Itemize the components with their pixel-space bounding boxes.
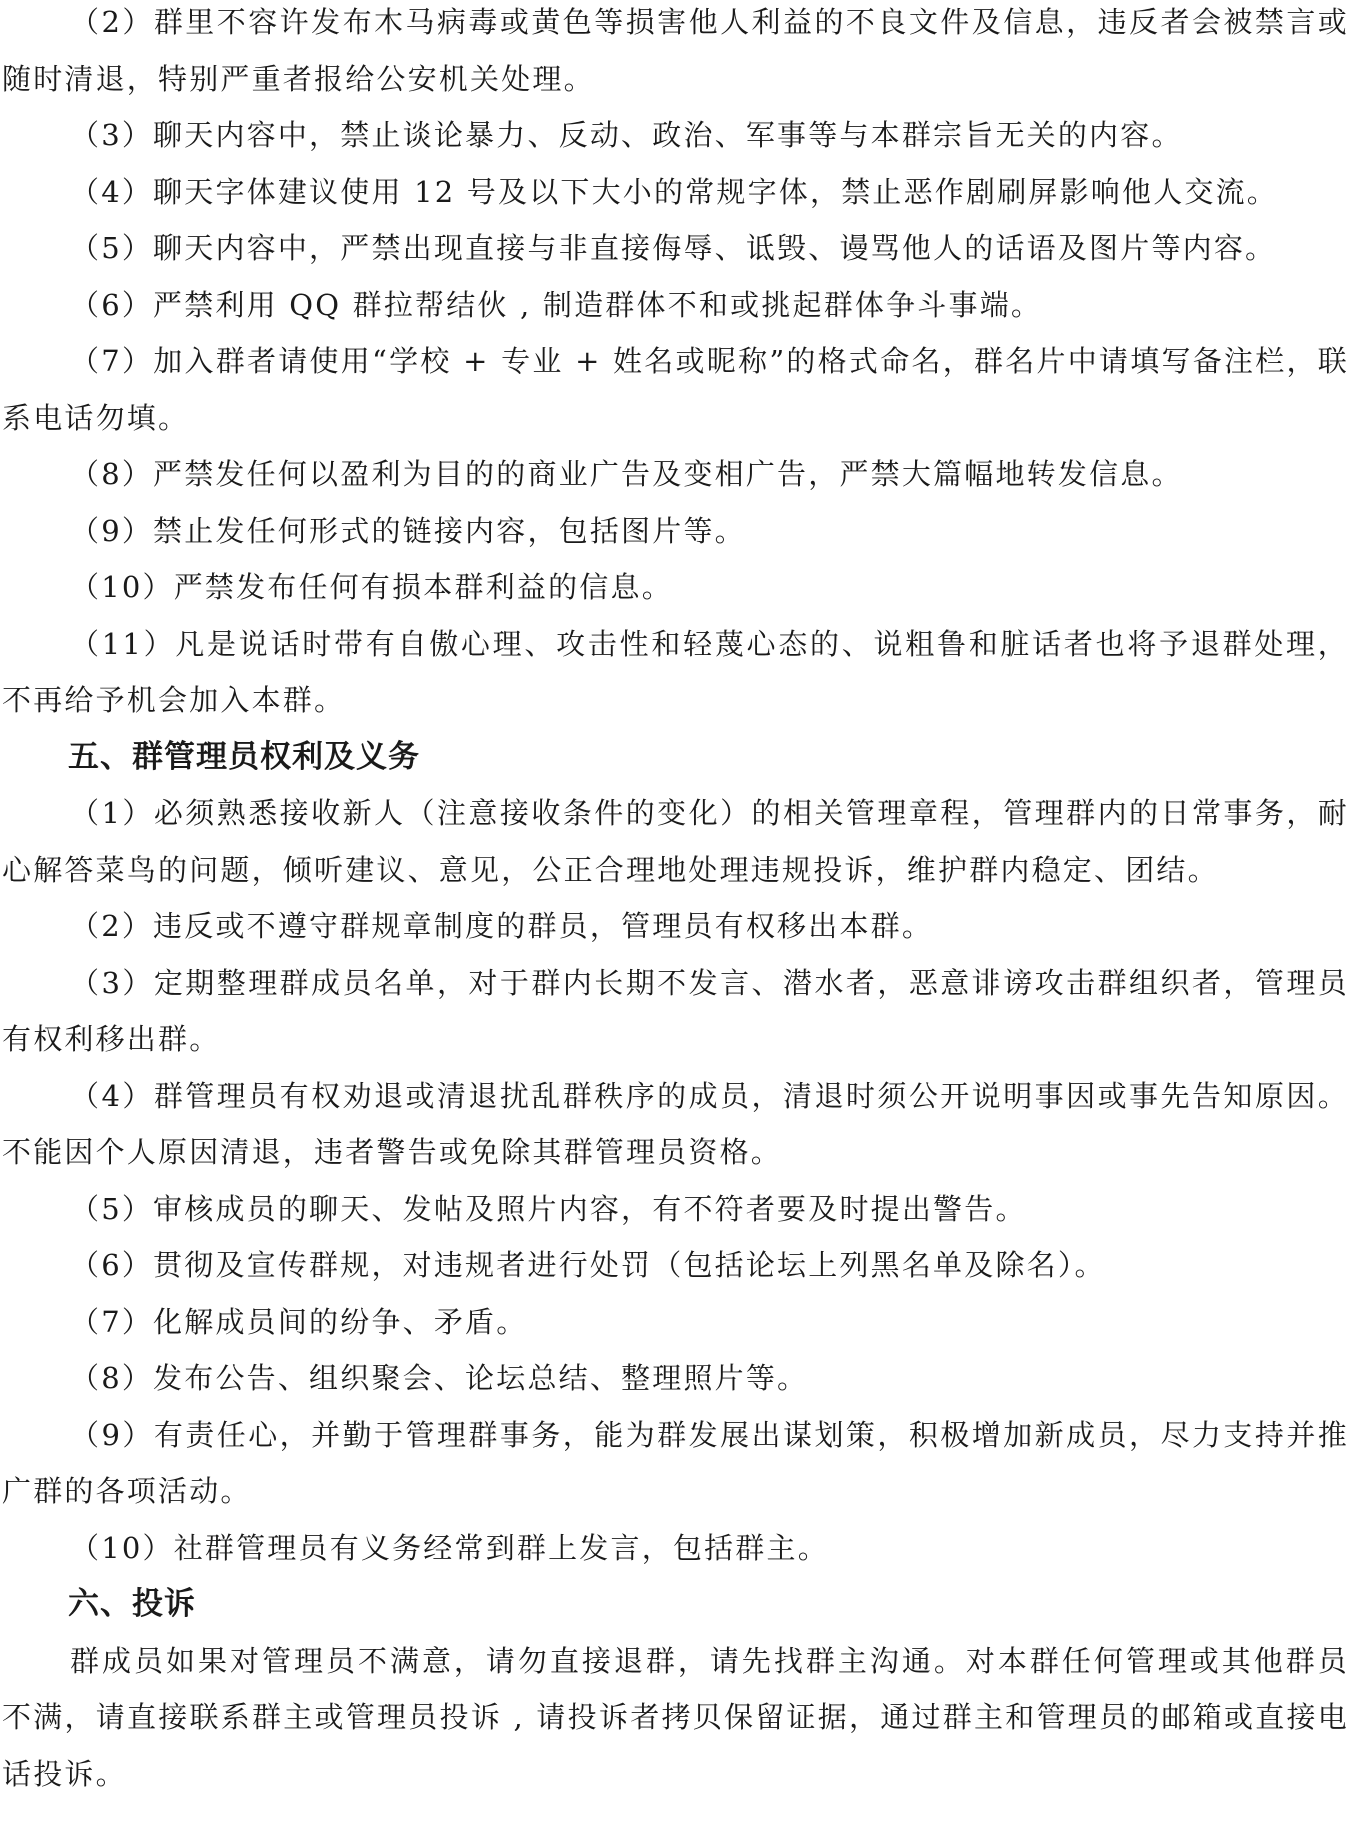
rule-item-5: （5）聊天内容中，严禁出现直接与非直接侮辱、诋毁、谩骂他人的话语及图片等内容。 <box>70 231 1277 265</box>
section-heading-complaints: 六、投诉 <box>68 1586 196 1622</box>
rule-item-10: （10）严禁发布任何有损本群利益的信息。 <box>70 570 673 604</box>
rule-item-2: （2）群里不容许发布木马病毒或黄色等损害他人利益的不良文件及信息，违反者会被禁言或随时清退，特别严重者报给公安机关处理。 <box>2 5 1349 96</box>
admin-item-10: （10）社群管理员有义务经常到群上发言，包括群主。 <box>70 1530 829 1565</box>
rule-item-4: （4）聊天字体建议使用 12 号及以下大小的常规字体，禁止恶作剧刷屏影响他人交流。 <box>70 174 1278 209</box>
admin-item-5: （5）审核成员的聊天、发帖及照片内容，有不符者要及时提出警告。 <box>70 1191 1027 1226</box>
admin-item-6: （6）贯彻及宣传群规，对违规者进行处罚（包括论坛上列黑名单及除名）。 <box>70 1248 1106 1282</box>
rule-item-6: （6）严禁利用 QQ 群拉帮结伙 , 制造群体不和或挑起群体争斗事端。 <box>70 287 1043 322</box>
admin-item-3: （3）定期整理群成员名单，对于群内长期不发言、潜水者，恶意诽谤攻击群组织者，管理员有权利移出群。 <box>2 965 1349 1056</box>
section-heading-admin-rights: 五、群管理员权利及义务 <box>68 738 420 775</box>
admin-item-9: （9）有责任心，并勤于管理群事务，能为群发展出谋划策，积极增加新成员，尽力支持并推广群的各项活动。 <box>2 1417 1349 1508</box>
rule-item-3: （3）聊天内容中，禁止谈论暴力、反动、政治、军事等与本群宗旨无关的内容。 <box>70 118 1183 152</box>
rule-item-8: （8）严禁发任何以盈利为目的的商业广告及变相广告，严禁大篇幅地转发信息。 <box>70 457 1183 491</box>
rule-item-7: （7）加入群者请使用“学校 + 专业 + 姓名或昵称”的格式命名，群名片中请填写备注栏，联系电话勿填。 <box>2 344 1349 435</box>
admin-item-4: （4）群管理员有权劝退或清退扰乱群秩序的成员，清退时须公开说明事因或事先告知原因。不能因个人原因清退，违者警告或免除其群管理员资格。 <box>2 1078 1349 1169</box>
complaint-paragraph: 群成员如果对管理员不满意，请勿直接退群，请先找群主沟通。对本群任何管理或其他群员不满，请直接联系群主或管理员投诉 , 请投诉者拷贝保留证据，通过群主和管理员的邮箱或直接电话投诉。 <box>2 1643 1349 1791</box>
admin-item-2: （2）违反或不遵守群规章制度的群员，管理员有权移出本群。 <box>70 909 934 943</box>
admin-item-7: （7）化解成员间的纷争、矛盾。 <box>70 1304 528 1339</box>
rule-item-11: （11）凡是说话时带有自傲心理、攻击性和轻蔑心态的、说粗鲁和脏话者也将予退群处理，不再给予机会加入本群。 <box>2 626 1349 717</box>
admin-item-1: （1）必须熟悉接收新人（注意接收条件的变化）的相关管理章程，管理群内的日常事务，耐心解答菜鸟的问题，倾听建议、意见，公正合理地处理违规投诉，维护群内稳定、团结。 <box>2 796 1349 887</box>
admin-item-8: （8）发布公告、组织聚会、论坛总结、整理照片等。 <box>70 1361 809 1395</box>
rule-item-9: （9）禁止发任何形式的链接内容，包括图片等。 <box>70 513 746 548</box>
